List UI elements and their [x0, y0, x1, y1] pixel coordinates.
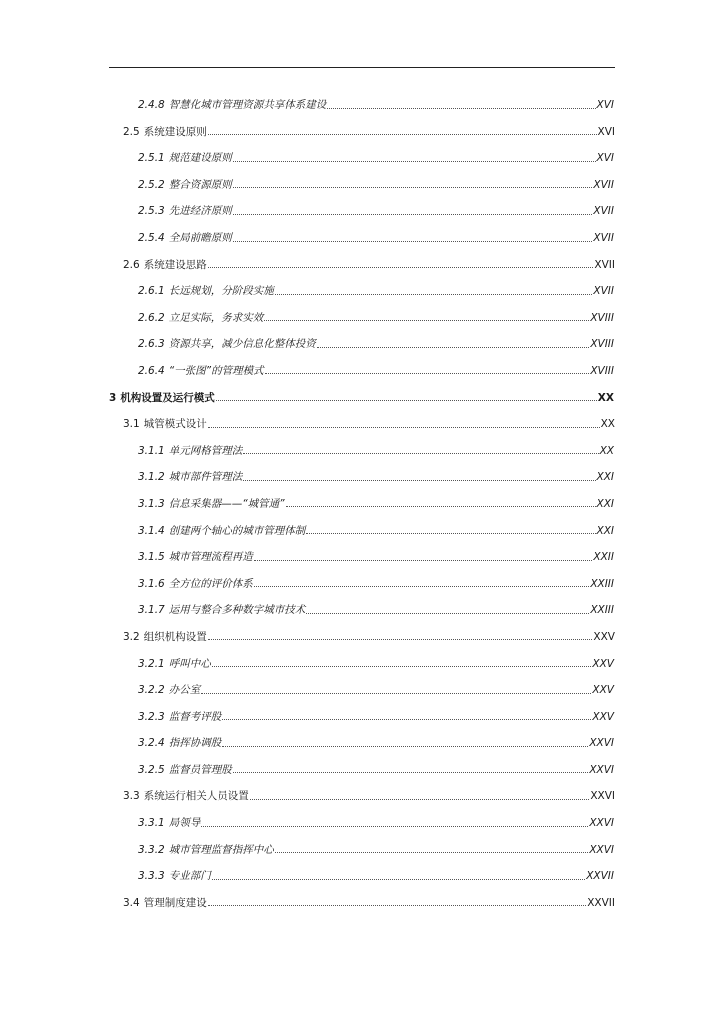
toc-entry[interactable] — [0, 597, 724, 624]
toc-dot-leader — [208, 134, 597, 135]
toc-page-number: XXV — [592, 657, 614, 670]
toc-entry-number: 2.6.4 — [138, 364, 165, 377]
toc-entry-number: 3.1 — [123, 418, 140, 431]
toc-entry-title: 系统建设原则 — [143, 125, 207, 138]
toc-entry-line — [0, 605, 724, 616]
toc-page-number: XVII — [594, 258, 615, 271]
toc-entry[interactable] — [0, 491, 724, 518]
toc-entry-line — [0, 260, 724, 271]
toc-entry-title: 智慧化城市管理资源共享体系建设 — [168, 99, 327, 112]
table-of-contents — [0, 92, 724, 916]
toc-entry-number: 3.2.3 — [138, 710, 165, 723]
toc-page-number: XXI — [596, 524, 614, 537]
toc-dot-leader — [222, 719, 591, 720]
toc-page-number: XXVII — [587, 896, 615, 909]
toc-entry-number: 2.6.2 — [138, 311, 165, 324]
toc-page-number: XXVI — [589, 763, 614, 776]
toc-entry-number: 2.5.2 — [138, 178, 165, 191]
toc-entry-title: 监督员管理股 — [168, 763, 232, 776]
toc-entry-title: 单元网格管理法 — [168, 444, 243, 457]
toc-entry-title: 机构设置及运行模式 — [120, 391, 215, 404]
toc-entry-title: 城市管理流程再造 — [168, 551, 253, 564]
toc-entry-line — [0, 712, 724, 723]
toc-entry[interactable] — [0, 757, 724, 784]
toc-dot-leader — [201, 693, 591, 694]
toc-entry-title: 城管模式设计 — [143, 418, 207, 431]
toc-entry-line — [0, 765, 724, 776]
toc-entry-number: 3.4 — [123, 896, 140, 909]
toc-entry-line — [0, 180, 724, 191]
toc-page-number: XVI — [596, 152, 614, 165]
toc-entry-number: 2.5 — [123, 125, 140, 138]
toc-page-number: XXIII — [590, 577, 614, 590]
toc-entry-number: 2.5.3 — [138, 205, 165, 218]
toc-entry-line — [0, 685, 724, 696]
toc-entry-line — [0, 286, 724, 297]
toc-entry-title: “一张图”的管理模式 — [168, 364, 264, 377]
toc-entry-number: 3.1.5 — [138, 551, 165, 564]
toc-entry-line — [0, 446, 724, 457]
toc-entry-line — [0, 153, 724, 164]
toc-entry-number: 3.3.3 — [138, 870, 165, 883]
toc-dot-leader — [243, 480, 595, 481]
toc-entry-title: 专业部门 — [168, 870, 211, 883]
toc-dot-leader — [233, 161, 596, 162]
toc-entry-number: 3.2.1 — [138, 657, 165, 670]
toc-dot-leader — [233, 241, 593, 242]
toc-entry-title: 信息采集器——“城管通” — [168, 497, 285, 510]
toc-dot-leader — [216, 400, 597, 401]
toc-entry-number: 2.6.1 — [138, 285, 165, 298]
toc-entry[interactable] — [0, 92, 724, 119]
toc-entry[interactable] — [0, 704, 724, 731]
toc-page-number: XXVI — [589, 737, 614, 750]
toc-dot-leader — [317, 347, 590, 348]
toc-dot-leader — [233, 772, 589, 773]
toc-entry-line — [0, 845, 724, 856]
toc-entry-title: 城市管理监督指挥中心 — [168, 843, 274, 856]
toc-entry[interactable] — [0, 810, 724, 837]
toc-entry-line — [0, 339, 724, 350]
toc-entry-line — [0, 366, 724, 377]
toc-entry-line — [0, 206, 724, 217]
toc-page-number: XXV — [593, 630, 615, 643]
toc-dot-leader — [212, 879, 586, 880]
toc-entry-line — [0, 499, 724, 510]
toc-dot-leader — [265, 373, 590, 374]
toc-entry-title: 规范建设原则 — [168, 152, 232, 165]
toc-entry-line — [0, 791, 724, 802]
toc-entry[interactable] — [0, 225, 724, 252]
toc-entry[interactable] — [0, 650, 724, 677]
toc-page-number: XXV — [592, 684, 614, 697]
toc-entry-title: 资源共享，减少信息化整体投资 — [168, 338, 316, 351]
toc-page-number: XVI — [596, 99, 614, 112]
toc-page-number: XX — [597, 391, 614, 404]
toc-entry[interactable] — [0, 730, 724, 757]
toc-entry-title: 全局前瞻原则 — [168, 232, 232, 245]
toc-dot-leader — [233, 187, 593, 188]
toc-entry[interactable] — [0, 863, 724, 890]
toc-entry-title: 指挥协调股 — [168, 737, 222, 750]
toc-entry-number: 3.1.4 — [138, 524, 165, 537]
toc-page-number: XXVI — [590, 790, 615, 803]
toc-dot-leader — [250, 799, 590, 800]
toc-entry-line — [0, 552, 724, 563]
toc-dot-leader — [208, 427, 600, 428]
toc-entry-title: 先进经济原则 — [168, 205, 232, 218]
toc-page-number: XXI — [596, 497, 614, 510]
toc-entry-line — [0, 579, 724, 590]
toc-page-number: XVII — [593, 232, 614, 245]
toc-page-number: XX — [600, 418, 615, 431]
toc-entry[interactable] — [0, 544, 724, 571]
toc-entry-line — [0, 127, 724, 138]
toc-entry-number: 3.2.5 — [138, 763, 165, 776]
toc-entry[interactable] — [0, 252, 724, 279]
toc-entry[interactable] — [0, 145, 724, 172]
toc-entry-title: 运用与整合多种数字城市技术 — [168, 604, 306, 617]
toc-entry[interactable] — [0, 783, 724, 810]
toc-entry-title: 系统建设思路 — [143, 258, 207, 271]
toc-entry-line — [0, 100, 724, 111]
toc-entry[interactable] — [0, 411, 724, 438]
toc-entry[interactable] — [0, 358, 724, 385]
toc-entry-title: 管理制度建设 — [143, 896, 207, 909]
toc-entry-number: 3.2.2 — [138, 684, 165, 697]
toc-entry-title: 局领导 — [168, 817, 201, 830]
toc-page-number: XVIII — [590, 311, 614, 324]
toc-dot-leader — [306, 533, 595, 534]
toc-page-number: XVII — [593, 205, 614, 218]
toc-dot-leader — [208, 639, 593, 640]
toc-entry-number: 3.1.7 — [138, 604, 165, 617]
toc-entry-line — [0, 472, 724, 483]
toc-dot-leader — [286, 506, 596, 507]
toc-entry[interactable] — [0, 571, 724, 598]
toc-entry-line — [0, 632, 724, 643]
toc-page-number: XXVII — [586, 870, 614, 883]
toc-page-number: XXV — [592, 710, 614, 723]
toc-entry-number: 3.1.1 — [138, 444, 165, 457]
toc-entry[interactable] — [0, 624, 724, 651]
toc-dot-leader — [201, 826, 588, 827]
toc-entry-title: 监督考评股 — [168, 710, 222, 723]
toc-entry[interactable] — [0, 438, 724, 465]
toc-entry-number: 2.5.1 — [138, 152, 165, 165]
toc-entry-line — [0, 898, 724, 909]
toc-entry-number: 3.3 — [123, 790, 140, 803]
toc-entry-title: 组织机构设置 — [143, 630, 207, 643]
toc-entry-number: 2.4.8 — [138, 99, 165, 112]
header-rule — [109, 67, 615, 68]
toc-page-number: XVIII — [590, 364, 614, 377]
toc-dot-leader — [212, 666, 592, 667]
toc-entry[interactable] — [0, 331, 724, 358]
toc-entry-title: 办公室 — [168, 684, 201, 697]
toc-page-number: XX — [599, 444, 614, 457]
toc-entry-line — [0, 233, 724, 244]
toc-entry-line — [0, 526, 724, 537]
toc-dot-leader — [254, 560, 593, 561]
toc-entry-number: 2.5.4 — [138, 232, 165, 245]
toc-page-number: XXI — [596, 471, 614, 484]
toc-page-number: XXIII — [590, 604, 614, 617]
toc-entry-title: 系统运行相关人员设置 — [143, 790, 249, 803]
toc-entry-number: 3.1.6 — [138, 577, 165, 590]
toc-entry[interactable] — [0, 464, 724, 491]
toc-entry-title: 创建两个轴心的城市管理体制 — [168, 524, 306, 537]
toc-entry[interactable] — [0, 890, 724, 917]
toc-page-number: XVIII — [590, 338, 614, 351]
toc-entry-title: 整合资源原则 — [168, 178, 232, 191]
toc-entry[interactable] — [0, 837, 724, 864]
toc-dot-leader — [275, 294, 593, 295]
toc-entry[interactable] — [0, 172, 724, 199]
toc-page-number: XXII — [593, 551, 614, 564]
toc-entry[interactable] — [0, 278, 724, 305]
toc-entry-number: 3.1.2 — [138, 471, 165, 484]
toc-entry[interactable] — [0, 677, 724, 704]
toc-entry-title: 城市部件管理法 — [168, 471, 243, 484]
toc-entry[interactable] — [0, 305, 724, 332]
toc-dot-leader — [327, 108, 595, 109]
toc-page-number: XXVI — [589, 843, 614, 856]
toc-page-number: XVII — [593, 178, 614, 191]
toc-dot-leader — [222, 746, 588, 747]
toc-entry-number: 3.1.3 — [138, 497, 165, 510]
toc-entry[interactable] — [0, 198, 724, 225]
toc-entry-title: 立足实际，务求实效 — [168, 311, 264, 324]
toc-dot-leader — [243, 453, 598, 454]
toc-entry-number: 3.2.4 — [138, 737, 165, 750]
toc-entry-number: 3.2 — [123, 630, 140, 643]
toc-entry-title: 全方位的评价体系 — [168, 577, 253, 590]
toc-dot-leader — [208, 905, 587, 906]
toc-entry-number: 3.3.2 — [138, 843, 165, 856]
toc-entry-line — [0, 393, 724, 404]
toc-page-number: XVII — [593, 285, 614, 298]
toc-entry-number: 3.3.1 — [138, 817, 165, 830]
toc-entry[interactable] — [0, 385, 724, 412]
toc-dot-leader — [275, 852, 589, 853]
toc-entry-number: 2.6 — [123, 258, 140, 271]
toc-entry-title: 长远规划，分阶段实施 — [168, 285, 274, 298]
toc-entry-line — [0, 818, 724, 829]
toc-entry-line — [0, 313, 724, 324]
toc-entry-number: 2.6.3 — [138, 338, 165, 351]
toc-entry-line — [0, 419, 724, 430]
toc-entry[interactable] — [0, 518, 724, 545]
toc-page-number: XVI — [597, 125, 615, 138]
toc-entry-line — [0, 871, 724, 882]
toc-entry-line — [0, 738, 724, 749]
toc-entry-line — [0, 659, 724, 670]
toc-dot-leader — [233, 214, 593, 215]
toc-page-number: XXVI — [589, 817, 614, 830]
toc-entry-number: 3 — [109, 391, 117, 404]
toc-entry-title: 呼叫中心 — [168, 657, 211, 670]
toc-entry[interactable] — [0, 119, 724, 146]
toc-dot-leader — [306, 613, 589, 614]
toc-dot-leader — [254, 586, 590, 587]
toc-dot-leader — [208, 267, 594, 268]
toc-dot-leader — [264, 320, 589, 321]
